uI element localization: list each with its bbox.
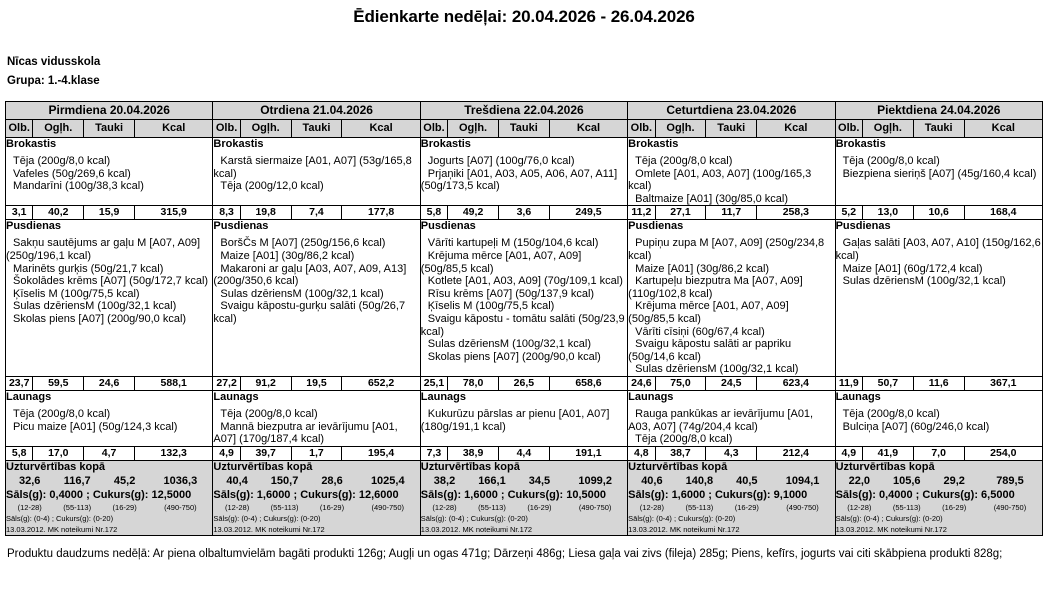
meal-item: Vārīti cīsiņi (60g/67,4 kcal) (635, 325, 765, 338)
meal-total-value: 168,4 (964, 206, 1042, 220)
summary-title: Uzturvērtības kopā (6, 460, 106, 473)
summary-total-value: 38,2 (433, 474, 456, 487)
meal-title: Pusdienas (213, 220, 269, 233)
nutrient-header: Olb. (420, 120, 447, 138)
meal-item-list (6, 237, 212, 325)
day-header: Ceturtdiena 23.04.2026 (628, 102, 835, 120)
meal-total-value: 75,0 (655, 376, 706, 390)
meal-total-value: 3,6 (498, 206, 549, 220)
meal-total-value: 11,6 (913, 376, 964, 390)
meal-item: Ķīselis M (100g/75,5 kcal) (13, 287, 140, 300)
meal-total-value: 25,1 (420, 376, 447, 390)
meal-item: Makaroni ar gaļu [A03, A07, A09, A13] (200g/350,6 kcal) (213, 262, 407, 288)
meal-total-value: 212,4 (757, 446, 835, 460)
meal-cell (835, 220, 1042, 377)
meal-item: Prjaņiki [A01, A03, A05, A06, A07, A11] (50g/173,5 kcal) (420, 167, 618, 193)
summary-total-value: 22,0 (848, 474, 870, 487)
meal-total-value: 11,7 (706, 206, 757, 220)
meal-item-list (836, 155, 1042, 180)
meal-total-value: 40,2 (33, 206, 84, 220)
meal-item: Sulas dzēriensM (100g/32,1 kcal) (635, 363, 799, 376)
meal-total-value: 7,4 (291, 206, 342, 220)
day-header: Pirmdiena 20.04.2026 (6, 102, 213, 120)
meal-item-list (421, 237, 627, 363)
meal-item: Svaigu kāpostu salāti ar papriku (50g/14,6 kcal) (628, 338, 792, 363)
meal-item: BoršČs M [A07] (250g/156,6 kcal) (220, 237, 386, 250)
summary-totals (421, 474, 627, 488)
meal-total-value: 195,4 (342, 446, 420, 460)
meal-row (6, 390, 1043, 446)
summary-total-value: 34,5 (528, 474, 551, 487)
reference-range: (55-113) (270, 502, 299, 512)
meal-item: Maize [A01] (30g/86,2 kcal) (220, 249, 355, 262)
salt-sugar-range-note: Sāls(g): (0-4) ; Cukurs(g): (0-20) (628, 513, 736, 523)
summary-total-value: 116,7 (63, 474, 91, 487)
summary-total-value: 1094,1 (785, 474, 820, 487)
meal-total-value: 19,8 (240, 206, 291, 220)
meal-total-value: 8,3 (213, 206, 240, 220)
meal-title: Launags (213, 390, 259, 403)
meal-item-list (213, 237, 419, 325)
summary-total-value: 28,6 (321, 474, 343, 487)
meal-item: Maize [A01] (30g/86,2 kcal) (635, 262, 770, 275)
nutrient-header: Kcal (342, 120, 420, 138)
summary-total-value: 1036,3 (163, 474, 198, 487)
meal-total-value: 4,9 (835, 446, 862, 460)
meal-item-list (213, 155, 419, 193)
meal-item: Pupiņu zupa M [A07, A09] (250g/234,8 kcal) (628, 237, 825, 262)
nutrient-header: Tauki (706, 120, 757, 138)
meal-item: Šokolādes krēms [A07] (50g/172,7 kcal) (13, 275, 209, 288)
meal-title: Pusdienas (835, 220, 891, 233)
summary-title: Uzturvērtības kopā (628, 460, 728, 473)
meal-total-value: 367,1 (964, 376, 1042, 390)
meal-item: Mannā biezputra ar ievārījumu [A01, A07] (170g/187,4 kcal) (213, 420, 398, 446)
meal-total-value: 19,5 (291, 376, 342, 390)
reference-range: (16-29) (734, 502, 759, 512)
meal-item: Krējuma mērce [A01, A07, A09] (50g/85,5 kcal) (420, 249, 582, 275)
summary-salt-sugar: Sāls(g): 0,4000 ; Cukurs(g): 6,5000 (835, 488, 1015, 501)
meal-total-value: 7,3 (420, 446, 447, 460)
meal-item-list (836, 408, 1042, 433)
regulation-note: 13.03.2012. MK noteikumi Nr.172 (420, 524, 533, 534)
meal-total-value: 27,2 (213, 376, 240, 390)
meal-cell (213, 138, 420, 206)
meal-total-value: 249,5 (549, 206, 627, 220)
meal-item: Skolas piens [A07] (200g/90,0 kcal) (13, 312, 187, 325)
nutrient-header: Tauki (913, 120, 964, 138)
summary-title: Uzturvērtības kopā (213, 460, 313, 473)
meal-item: Sulas dzēriensM (100g/32,1 kcal) (427, 338, 592, 351)
meal-item: Rīsu krēms [A07] (50g/137,9 kcal) (427, 287, 595, 300)
regulation-note: 13.03.2012. MK noteikumi Nr.172 (6, 524, 118, 534)
meal-item: Tēja (200g/8,0 kcal) (635, 155, 733, 167)
meal-total-value: 4,3 (706, 446, 757, 460)
meal-total-value: 24,6 (628, 376, 655, 390)
nutrient-header: Ogļh. (240, 120, 291, 138)
reference-range: (12-28) (847, 502, 872, 512)
meal-total-value: 4,7 (84, 446, 135, 460)
reference-range: (55-113) (685, 502, 714, 512)
summary-total-value: 789,5 (996, 474, 1024, 487)
summary-salt-sugar: Sāls(g): 1,6000 ; Cukurs(g): 10,5000 (420, 488, 607, 501)
summary-total-value: 166,1 (478, 474, 506, 487)
meal-cell (213, 220, 420, 377)
meal-total-value: 39,7 (240, 446, 291, 460)
summary-totals (213, 474, 419, 488)
meal-title: Launags (420, 390, 467, 403)
meal-total-value: 27,1 (655, 206, 706, 220)
meal-item: Picu maize [A01] (50g/124,3 kcal) (13, 420, 178, 433)
meal-totals-row (6, 376, 1043, 390)
meal-title: Pusdienas (628, 220, 684, 233)
reference-range: (16-29) (942, 502, 967, 512)
meal-item: Svaigu kāpostu-gurķu salāti (50g/26,7 kcal) (213, 300, 406, 325)
summary-cell (835, 460, 1042, 535)
meal-total-value: 5,8 (6, 446, 33, 460)
meal-item: Kotlete [A01, A03, A09] (70g/109,1 kcal) (427, 275, 623, 288)
meal-item: Skolas piens [A07] (200g/90,0 kcal) (427, 350, 601, 363)
meal-item-list (6, 155, 212, 193)
summary-totals (628, 474, 834, 488)
nutrient-header: Olb. (213, 120, 240, 138)
meal-item: Ķīselis M (100g/75,5 kcal) (427, 300, 555, 313)
menu-page (0, 7, 1048, 594)
meal-title: Pusdienas (420, 220, 476, 233)
meal-cell (628, 138, 835, 206)
nutrient-header: Kcal (549, 120, 627, 138)
meal-row (6, 138, 1043, 206)
organization-info (7, 54, 1048, 90)
meal-title: Pusdienas (6, 220, 62, 233)
meal-totals-row (6, 206, 1043, 220)
reference-range: (16-29) (527, 502, 552, 512)
meal-item: Omlete [A01, A03, A07] (100g/165,3 kcal) (628, 167, 812, 193)
meal-total-value: 23,7 (6, 376, 33, 390)
meal-item: Maize [A01] (60g/172,4 kcal) (842, 262, 983, 275)
summary-reference-ranges (6, 502, 212, 513)
meal-title: Brokastis (420, 138, 471, 150)
meal-total-value: 49,2 (448, 206, 499, 220)
day-header: Piektdiena 24.04.2026 (835, 102, 1042, 120)
summary-total-value: 140,8 (685, 474, 714, 487)
nutrient-header: Kcal (135, 120, 213, 138)
meal-total-value: 5,2 (835, 206, 862, 220)
reference-range: (12-28) (432, 502, 457, 512)
summary-salt-sugar: Sāls(g): 0,4000 ; Cukurs(g): 12,5000 (6, 488, 192, 501)
nutrient-header: Ogļh. (448, 120, 499, 138)
summary-cell (6, 460, 213, 535)
meal-total-value: 4,9 (213, 446, 240, 460)
meal-item: Kartupeļu biezputra Ma [A07, A09] (110g/102,8 kcal) (628, 275, 803, 300)
meal-total-value: 4,8 (628, 446, 655, 460)
meal-item: Sulas dzēriensM (100g/32,1 kcal) (220, 287, 384, 300)
meal-item-list (628, 408, 834, 446)
meal-total-value: 7,0 (913, 446, 964, 460)
meal-title: Brokastis (213, 138, 264, 150)
meal-cell (420, 390, 627, 446)
meal-item: Tēja (200g/8,0 kcal) (842, 155, 940, 167)
summary-total-value: 29,2 (943, 474, 965, 487)
summary-reference-ranges (628, 502, 834, 513)
summary-cell (420, 460, 627, 535)
table-body (6, 138, 1043, 536)
salt-sugar-range-note: Sāls(g): (0-4) ; Cukurs(g): (0-20) (835, 513, 943, 523)
reference-range: (490-750) (993, 502, 1027, 512)
meal-item-list (628, 237, 834, 376)
table-head (6, 102, 1043, 138)
meal-item: Bulciņa [A07] (60g/246,0 kcal) (842, 420, 990, 433)
meal-item: Mandarīni (100g/38,3 kcal) (13, 180, 144, 193)
meal-item-list (6, 408, 212, 433)
meal-total-value: 177,8 (342, 206, 420, 220)
meal-title: Launags (6, 390, 52, 403)
summary-salt-sugar: Sāls(g): 1,6000 ; Cukurs(g): 9,1000 (628, 488, 808, 501)
meal-item: Sulas dzēriensM (100g/32,1 kcal) (842, 275, 1006, 288)
meal-total-value: 24,6 (84, 376, 135, 390)
meal-title: Launags (628, 390, 674, 403)
meal-total-value: 50,7 (862, 376, 913, 390)
meal-cell (6, 220, 213, 377)
salt-sugar-range-note: Sāls(g): (0-4) ; Cukurs(g): (0-20) (420, 513, 528, 523)
meal-item: Jogurts [A07] (100g/76,0 kcal) (427, 155, 575, 167)
meal-item: Kukurūzu pārslas ar pienu [A01, A07] (180g/191,1 kcal) (420, 407, 610, 433)
meal-total-value: 78,0 (448, 376, 499, 390)
meal-total-value: 652,2 (342, 376, 420, 390)
salt-sugar-range-note: Sāls(g): (0-4) ; Cukurs(g): (0-20) (6, 513, 114, 523)
meal-cell (6, 390, 213, 446)
meal-total-value: 4,4 (498, 446, 549, 460)
summary-totals (6, 474, 212, 488)
summary-cell (628, 460, 835, 535)
meal-total-value: 5,8 (420, 206, 447, 220)
meal-total-value: 315,9 (135, 206, 213, 220)
summary-salt-sugar: Sāls(g): 1,6000 ; Cukurs(g): 12,6000 (213, 488, 399, 501)
meal-total-value: 15,9 (84, 206, 135, 220)
meal-item: Baltmaize [A01] (30g/85,0 kcal) (635, 192, 789, 205)
nutrient-header: Ogļh. (862, 120, 913, 138)
summary-row (6, 460, 1043, 535)
nutrient-header: Tauki (498, 120, 549, 138)
meal-item: Gaļas salāti [A03, A07, A10] (150g/162,6 kcal) (835, 237, 1041, 262)
day-header: Otrdiena 21.04.2026 (213, 102, 420, 120)
meal-cell (835, 138, 1042, 206)
summary-total-value: 1025,4 (370, 474, 405, 487)
meal-cell (420, 138, 627, 206)
summary-total-value: 40,6 (641, 474, 663, 487)
weekly-product-summary: Produktu daudzums nedēļā: Ar piena olbaltumvielām bagāti produkti 126g; Augļi un ogas 471g; Dārzeņi 486g; Liesa gaļa vai zivs (fileja) 285g; Piens, kefīrs, jogurts vai citi skābpiena produkti 828g; (7, 547, 1003, 560)
group-name: Grupa: 1.-4.klase (7, 75, 100, 87)
summary-total-value: 40,4 (226, 474, 248, 487)
summary-total-value: 45,2 (113, 474, 136, 487)
meal-item: Marinēts gurķis (50g/21,7 kcal) (13, 262, 164, 275)
regulation-note: 13.03.2012. MK noteikumi Nr.172 (213, 524, 325, 534)
meal-item: Tēja (200g/8,0 kcal) (842, 407, 940, 420)
salt-sugar-range-note: Sāls(g): (0-4) ; Cukurs(g): (0-20) (213, 513, 321, 523)
meal-title: Launags (835, 390, 881, 403)
meal-item: Vafeles (50g/269,6 kcal) (13, 167, 131, 180)
meal-item-list (421, 408, 627, 433)
meal-title: Brokastis (835, 138, 886, 150)
summary-total-value: 1099,2 (578, 474, 612, 487)
reference-range: (12-28) (17, 502, 42, 512)
summary-title: Uzturvērtības kopā (835, 460, 935, 473)
reference-range: (490-750) (786, 502, 819, 512)
meal-cell (628, 220, 835, 377)
meal-total-value: 658,6 (549, 376, 627, 390)
nutrient-header: Ogļh. (33, 120, 84, 138)
nutrient-header-row (6, 120, 1043, 138)
meal-total-value: 91,2 (240, 376, 291, 390)
reference-range: (490-750) (164, 502, 197, 512)
reference-range: (55-113) (478, 502, 506, 512)
meal-cell (628, 390, 835, 446)
meal-item: Tēja (200g/8,0 kcal) (13, 407, 111, 420)
meal-total-value: 1,7 (291, 446, 342, 460)
meal-total-value: 10,6 (913, 206, 964, 220)
meal-total-value: 254,0 (964, 446, 1042, 460)
summary-total-value: 32,6 (19, 474, 41, 487)
summary-reference-ranges (836, 502, 1042, 513)
meal-item: Sulas dzēriensM (100g/32,1 kcal) (13, 300, 177, 313)
meal-cell (420, 220, 627, 377)
meal-item: Svaigu kāpostu - tomātu salāti (50g/23,9 kcal) (420, 312, 625, 338)
meal-cell (6, 138, 213, 206)
meal-item-list (213, 408, 419, 446)
nutrient-header: Olb. (6, 120, 33, 138)
nutrient-header: Tauki (84, 120, 135, 138)
nutrient-header: Tauki (291, 120, 342, 138)
nutrient-header: Ogļh. (655, 120, 706, 138)
reference-range: (12-28) (225, 502, 250, 512)
reference-range: (12-28) (639, 502, 664, 512)
meal-item: Tēja (200g/8,0 kcal) (635, 433, 733, 446)
reference-range: (16-29) (112, 502, 137, 512)
nutrient-header: Olb. (628, 120, 655, 138)
meal-row (6, 220, 1043, 377)
regulation-note: 13.03.2012. MK noteikumi Nr.172 (628, 524, 740, 534)
meal-title: Brokastis (6, 138, 57, 150)
reference-range: (490-750) (371, 502, 405, 512)
meal-title: Brokastis (628, 138, 679, 150)
meal-total-value: 623,4 (757, 376, 835, 390)
nutrient-header: Kcal (964, 120, 1042, 138)
meal-total-value: 17,0 (33, 446, 84, 460)
summary-reference-ranges (213, 502, 419, 513)
meal-total-value: 13,0 (862, 206, 913, 220)
meal-item: Rauga pankūkas ar ievārījumu [A01, A03, A07] (74g/204,4 kcal) (628, 407, 814, 433)
meal-totals-row (6, 446, 1043, 460)
meal-item: Biezpiena sieriņš [A07] (45g/160,4 kcal) (842, 167, 1037, 180)
reference-range: (16-29) (319, 502, 345, 512)
nutrient-header: Kcal (757, 120, 835, 138)
meal-item-list (421, 155, 627, 193)
summary-cell (213, 460, 420, 535)
meal-item: Sakņu sautējums ar gaļu M [A07, A09] (250g/196,1 kcal) (6, 237, 201, 262)
nutrient-header: Olb. (835, 120, 862, 138)
meal-total-value: 11,9 (835, 376, 862, 390)
reference-range: (55-113) (892, 502, 921, 512)
meal-total-value: 588,1 (135, 376, 213, 390)
meal-total-value: 3,1 (6, 206, 33, 220)
summary-reference-ranges (421, 502, 627, 513)
day-header: Trešdiena 22.04.2026 (420, 102, 627, 120)
regulation-note: 13.03.2012. MK noteikumi Nr.172 (835, 524, 947, 534)
meal-item: Tēja (200g/8,0 kcal) (220, 407, 318, 420)
meal-total-value: 38,7 (655, 446, 706, 460)
meal-item: Krējuma mērce [A01, A07, A09] (50g/85,5 kcal) (628, 300, 789, 325)
meal-item: Tēja (200g/8,0 kcal) (13, 155, 111, 167)
school-name: Nīcas vidusskola (7, 56, 101, 68)
weekly-menu-table (5, 101, 1043, 536)
summary-total-value: 105,6 (892, 474, 921, 487)
meal-total-value: 38,9 (448, 446, 499, 460)
day-header-row (6, 102, 1043, 120)
meal-total-value: 24,5 (706, 376, 757, 390)
summary-title: Uzturvērtības kopā (420, 460, 520, 473)
meal-total-value: 191,1 (549, 446, 627, 460)
meal-total-value: 132,3 (135, 446, 213, 460)
summary-totals (836, 474, 1042, 488)
summary-total-value: 150,7 (270, 474, 299, 487)
meal-total-value: 59,5 (33, 376, 84, 390)
meal-item: Karstā siermaize [A01, A07] (53g/165,8 kcal) (213, 155, 412, 180)
page-title: Ēdienkarte nedēļai: 20.04.2026 - 26.04.2026 (353, 7, 695, 26)
meal-item: Tēja (200g/12,0 kcal) (220, 180, 324, 193)
meal-item: Vārīti kartupeļi M (150g/104,6 kcal) (427, 237, 599, 250)
meal-total-value: 11,2 (628, 206, 655, 220)
meal-item-list (628, 155, 834, 205)
meal-total-value: 41,9 (862, 446, 913, 460)
meal-total-value: 258,3 (757, 206, 835, 220)
summary-total-value: 40,5 (736, 474, 758, 487)
meal-item-list (836, 237, 1042, 287)
reference-range: (490-750) (578, 502, 612, 512)
meal-cell (213, 390, 420, 446)
meal-total-value: 26,5 (498, 376, 549, 390)
reference-range: (55-113) (63, 502, 92, 512)
meal-cell (835, 390, 1042, 446)
